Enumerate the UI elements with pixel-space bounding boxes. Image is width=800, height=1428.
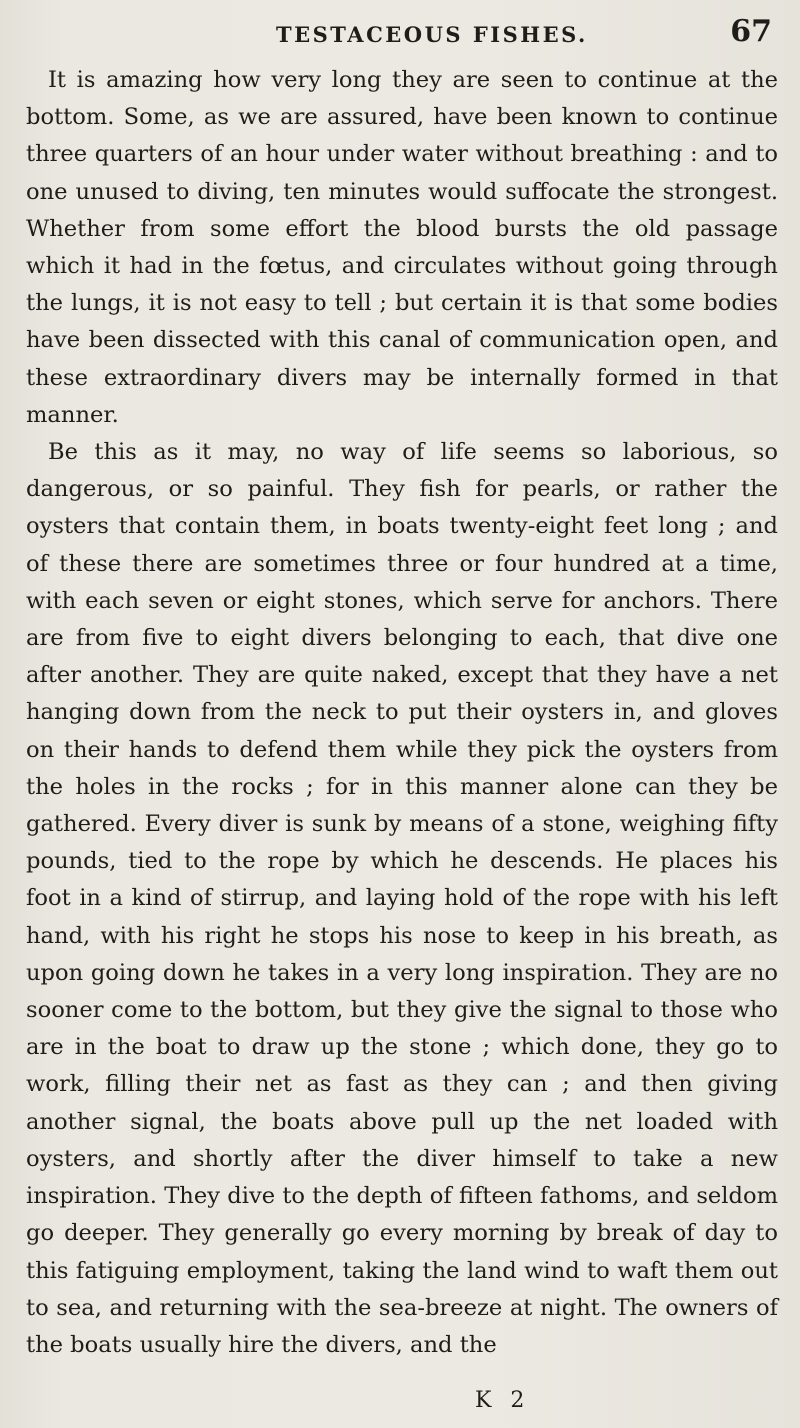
signature-mark: K 2 (475, 1388, 531, 1413)
paragraph: It is amazing how very long they are seen to continue at the bottom. Some, as we are assured, have been known to continue three quarters of an hour under water without breathing : and to one unused to diving, ten minutes would suffocate the strongest. Whether from some effort the blood bursts the old passage which it had in the fœtus, and circulates without going through the lungs, it is not easy to tell ; but certain it is that some bodies have been dissected with this canal of communication open, and these extraordinary divers may be internally formed in that manner. (26, 67, 778, 428)
page-number: 67 (730, 14, 772, 49)
running-title: TESTACEOUS FISHES. (276, 22, 588, 47)
body-text (26, 62, 778, 1364)
paragraph: Be this as it may, no way of life seems so laborious, so dangerous, or so painful. They fish for pearls, or rather the oysters that contain them, in boats twenty-eight feet long ; and of these there are sometimes three or four hundred at a time, with each seven or eight stones, which serve for anchors. There are from five to eight divers belonging to each, that dive one after another. They are quite naked, except that they have a net hanging down from the neck to put their oysters in, and gloves on their hands to defend them while they pick the oysters from the holes in the rocks ; for in this manner alone can they be gathered. Every diver is sunk by means of a stone, weighing fifty pounds, tied to the rope by which he descends. He places his foot in a kind of stirrup, and laying hold of the rope with his left hand, with his right he stops his nose to keep in his breath, as upon going down he takes in a very long inspiration. They are no sooner come to the bottom, but they give the signal to those who are in the boat to draw up the stone ; which done, they go to work, filling their net as fast as they can ; and then giving another signal, the boats above pull up the net loaded with oysters, and shortly after the diver himself to take a new inspiration. They dive to the depth of fifteen fathoms, and seldom go deeper. They generally go every morning by break of day to this fatiguing employment, taking the land wind to waft them out to sea, and returning with the sea-breeze at night. The owners of the boats usually hire the divers, and the (26, 439, 778, 1358)
running-head (26, 0, 778, 62)
